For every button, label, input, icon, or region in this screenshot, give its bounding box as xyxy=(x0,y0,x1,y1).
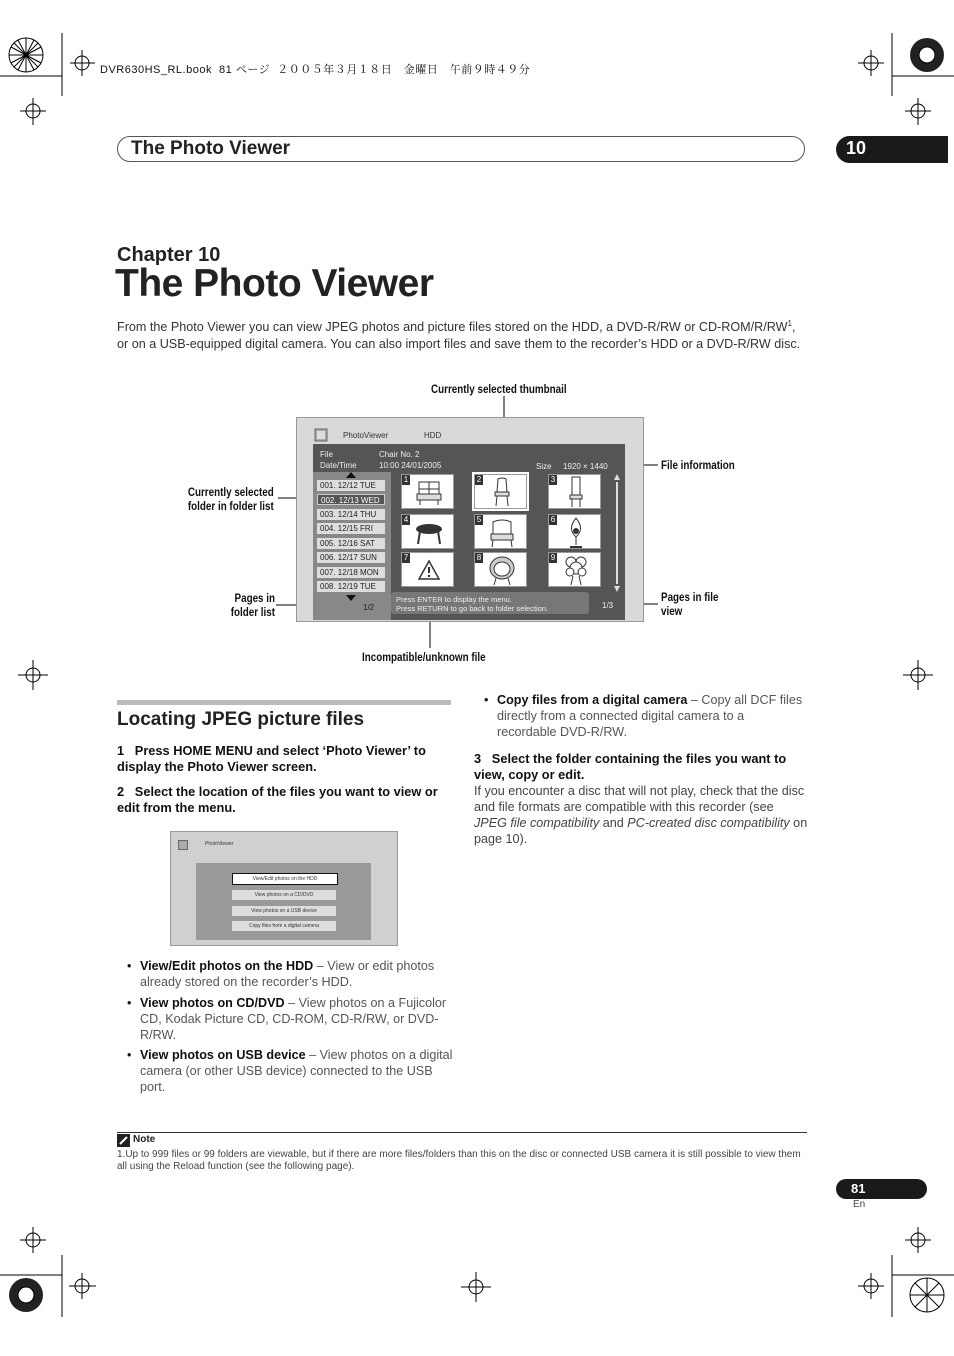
file-value: Chair No. 2 xyxy=(379,450,420,459)
hint-box xyxy=(391,592,589,614)
section-divider xyxy=(117,700,451,705)
lamp-icon xyxy=(565,517,587,549)
thumbnail-number: 3 xyxy=(550,475,556,484)
menu-title: PhotoViewer xyxy=(205,841,234,847)
thumbnail[interactable] xyxy=(401,514,454,549)
photo-viewer-screenshot xyxy=(296,417,644,622)
scrollbar[interactable] xyxy=(611,474,623,592)
thumbnail-number: 8 xyxy=(476,553,482,562)
size-value: 1920 × 1440 xyxy=(563,462,608,471)
folder-item[interactable]: 005. 12/16 SAT xyxy=(317,538,385,549)
body-text: If you encounter a disc that will not play, check that the disc and file formats are compatible with this recorder (see xyxy=(474,784,805,814)
hint-line-2: Press RETURN to go back to folder selection. xyxy=(396,604,549,613)
scroll-down-icon[interactable] xyxy=(346,595,356,601)
bullet-desc: – View photos on a Fujicolor CD, Kodak Picture CD, CD-ROM, CD-R/RW, or DVD-R/RW. xyxy=(140,996,447,1042)
bullet-desc: – Copy all DCF files directly from a connected digital camera to a recordable DVD-R/RW. xyxy=(497,693,803,739)
bullet-view-usb xyxy=(140,1047,455,1095)
callout-pages-file-line1: Pages in file xyxy=(661,590,719,604)
flower-chair-icon xyxy=(563,555,589,586)
cross-ref-pc-disc: PC-created disc compatibility xyxy=(627,816,790,830)
intro-text-1: From the Photo Viewer you can view JPEG photos and picture files stored on the HDD, a DVD-R/RW or CD-ROM/R/RW xyxy=(117,320,788,335)
folder-item[interactable]: 008. 12/19 TUE xyxy=(317,581,385,592)
step-3-body xyxy=(474,783,809,847)
bullet-desc: – View photos on a digital camera (or other USB device) connected to the USB port. xyxy=(140,1048,453,1094)
crop-mark-icon xyxy=(461,1272,491,1302)
thumbnail[interactable] xyxy=(401,474,454,509)
thumbnail-number: 4 xyxy=(403,515,409,524)
folder-page: 1/2 xyxy=(363,603,375,612)
note-pencil-icon xyxy=(117,1134,130,1147)
menu-panel xyxy=(196,863,371,940)
step-number: 1 xyxy=(117,743,125,758)
tall-chair-icon xyxy=(567,476,585,508)
cross-ref-jpeg: JPEG file compatibility xyxy=(474,816,600,830)
thumbnail[interactable] xyxy=(548,474,601,509)
bullet-term: View photos on USB device xyxy=(140,1048,306,1062)
thumbnail-number: 2 xyxy=(476,475,482,484)
size-label: Size xyxy=(536,462,552,471)
menu-item-view-edit-hdd[interactable]: View/Edit photos on the HDD xyxy=(232,873,338,885)
note-title: Note xyxy=(133,1134,156,1145)
callout-selected-folder-line1: Currently selected xyxy=(188,485,274,499)
table-icon xyxy=(414,520,444,546)
thumbnail-number: 6 xyxy=(550,515,556,524)
callout-selected-folder-line2: folder in folder list xyxy=(188,499,274,513)
registration-mark-bl xyxy=(0,1225,110,1351)
file-label: File xyxy=(320,450,333,459)
bullet-copy-camera xyxy=(497,692,807,740)
bullet-view-cd-dvd xyxy=(140,995,455,1043)
body-text: on page 10). xyxy=(474,816,808,846)
step-3 xyxy=(474,751,814,783)
thumbnail-number: 1 xyxy=(403,475,409,484)
callout-pages-folder-line2: folder list xyxy=(230,605,275,619)
step-text: Press HOME MENU and select ‘Photo Viewer’ to display the Photo Viewer screen. xyxy=(117,743,426,774)
chair-icon xyxy=(491,477,513,507)
bullet-desc: – View or edit photos already stored on the recorder’s HDD. xyxy=(140,959,435,989)
crop-mark-icon xyxy=(0,1225,110,1351)
note-rule xyxy=(117,1132,807,1133)
body-text: and xyxy=(599,816,628,830)
bullet-term: View/Edit photos on the HDD xyxy=(140,959,314,973)
step-text: Select the location of the files you want to view or edit from the menu. xyxy=(117,784,438,815)
photo-icon xyxy=(178,840,188,850)
screen-source: HDD xyxy=(424,431,442,440)
chapter-number: 10 xyxy=(846,138,867,158)
round-chair-icon xyxy=(488,555,516,586)
bullet-view-edit-hdd xyxy=(140,958,455,990)
callout-selected-thumbnail: Currently selected thumbnail xyxy=(431,382,567,396)
step-number: 2 xyxy=(117,784,125,799)
thumbnail[interactable] xyxy=(474,514,527,549)
screen-panel xyxy=(313,444,625,620)
menu-item-view-cd-dvd[interactable]: View photos on a CD/DVD xyxy=(232,890,336,900)
step-1 xyxy=(117,743,457,775)
callout-pages-file-line2: view xyxy=(661,604,683,618)
page-number-tab xyxy=(836,1179,927,1199)
thumbnail[interactable] xyxy=(474,552,527,587)
step-number: 3 xyxy=(474,751,482,766)
thumbnail[interactable] xyxy=(548,514,601,549)
page-number: 81 xyxy=(851,1181,866,1196)
folder-item[interactable]: 001. 12/12 TUE xyxy=(317,480,385,491)
chapter-label: Chapter 10 xyxy=(117,244,221,266)
thumbnail-number: 5 xyxy=(476,515,482,524)
callout-pages-folder-line1: Pages in xyxy=(234,591,275,605)
photo-icon xyxy=(314,428,328,442)
menu-item-view-usb[interactable]: View photos on a USB device xyxy=(232,906,336,916)
chair-icon xyxy=(488,518,516,548)
step-text: Select the folder containing the files you want to view, copy or edit. xyxy=(474,751,787,782)
folder-item[interactable]: 006. 12/17 SUN xyxy=(317,552,385,563)
registration-mark-br xyxy=(830,1225,954,1351)
folder-item[interactable]: 003. 12/14 THU xyxy=(317,509,385,520)
warning-icon xyxy=(418,559,440,581)
note-text: 1.Up to 999 files or 99 folders are viewable, but if there are more files/folders than this on the disc or connected USB camera it is still possible to view them all using the Reload function (see the following page). xyxy=(117,1149,801,1172)
section-heading: Locating JPEG picture files xyxy=(117,709,365,730)
folder-item-selected[interactable]: 002. 12/13 WED xyxy=(317,494,385,505)
folder-list xyxy=(313,472,391,620)
thumbnail[interactable] xyxy=(401,552,454,587)
footnote-ref: 1 xyxy=(787,319,792,328)
step-2 xyxy=(117,784,457,816)
registration-mark-bc xyxy=(461,1272,491,1302)
folder-item[interactable]: 007. 12/18 MON xyxy=(317,567,385,578)
file-page: 1/3 xyxy=(602,601,614,610)
thumbnail-selected[interactable] xyxy=(474,474,527,509)
crop-mark-icon xyxy=(830,1225,954,1351)
thumbnail[interactable] xyxy=(548,552,601,587)
callout-incompatible: Incompatible/unknown file xyxy=(362,650,486,664)
page-title: The Photo Viewer xyxy=(115,262,434,305)
print-header: DVR630HS_RL.book 81 ページ ２００５年３月１８日 金曜日 午前９時４９分 xyxy=(100,64,531,76)
datetime-value: 10:00 24/01/2005 xyxy=(379,461,442,470)
scroll-up-icon[interactable] xyxy=(346,472,356,478)
folder-item[interactable]: 004. 12/15 FRI xyxy=(317,523,385,534)
section-title: The Photo Viewer xyxy=(131,138,291,159)
intro-text-2: , or on a USB-equipped digital camera. You can also import files and save them to the recorder’s HDD or a DVD-R/RW disc. xyxy=(117,320,801,352)
screen-app-title: PhotoViewer xyxy=(343,431,389,440)
datetime-label: Date/Time xyxy=(320,461,357,470)
bullet-term: Copy files from a digital camera xyxy=(497,693,688,707)
menu-screenshot xyxy=(170,831,398,946)
thumbnail-number: 7 xyxy=(403,553,409,562)
hint-line-1: Press ENTER to display the menu. xyxy=(396,595,512,604)
armchair-icon xyxy=(416,478,442,506)
thumbnail-number: 9 xyxy=(550,553,556,562)
callout-file-information: File information xyxy=(661,458,735,472)
language-label: En xyxy=(853,1199,866,1210)
bullet-term: View photos on CD/DVD xyxy=(140,996,285,1010)
menu-item-copy-camera[interactable]: Copy files from a digital camera xyxy=(232,921,336,931)
